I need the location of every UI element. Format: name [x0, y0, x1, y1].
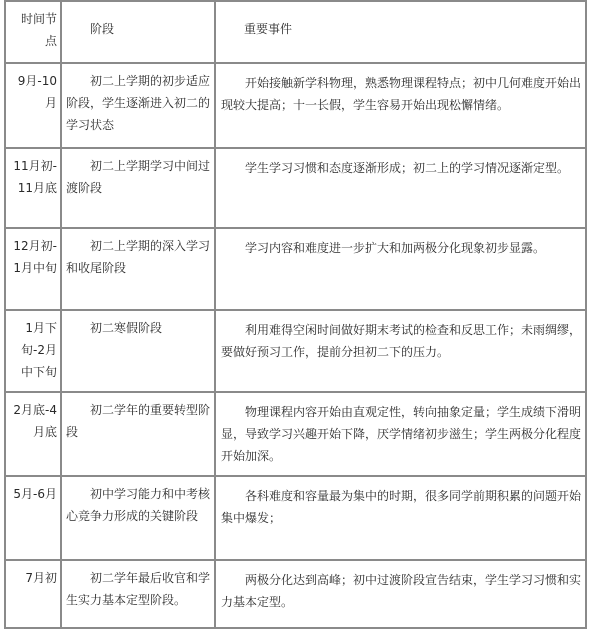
event-cell: 各科难度和容量最为集中的时期，很多同学前期积累的问题开始集中爆发；	[215, 476, 586, 560]
stage-cell: 初二学年最后收官和学生实力基本定型阶段。	[61, 560, 215, 628]
event-cell: 利用难得空闲时间做好期末考试的检查和反思工作；未雨绸缪，要做好预习工作，提前分担初二下的压力。	[215, 310, 586, 392]
table-row	[5, 228, 586, 310]
table-row	[5, 392, 586, 476]
table-row	[5, 476, 586, 560]
header-row	[5, 1, 586, 63]
time-cell: 9月-10月	[5, 63, 61, 148]
stage-cell: 初二上学期学习中间过渡阶段	[61, 148, 215, 228]
header-stage: 阶段	[61, 1, 215, 63]
time-cell: 11月初-11月底	[5, 148, 61, 228]
event-cell: 物理课程内容开始由直观定性，转向抽象定量；学生成绩下滑明显，导致学习兴趣开始下降，厌学情绪初步滋生；学生两极分化程度开始加深。	[215, 392, 586, 476]
event-cell: 学生学习习惯和态度逐渐形成；初二上的学习情况逐渐定型。	[215, 148, 586, 228]
event-cell: 两极分化达到高峰；初中过渡阶段宣告结束，学生学习习惯和实力基本定型。	[215, 560, 586, 628]
stage-cell: 初二上学期的初步适应阶段，学生逐渐进入初二的学习状态	[61, 63, 215, 148]
time-cell: 2月底-4月底	[5, 392, 61, 476]
stage-cell: 初二寒假阶段	[61, 310, 215, 392]
schedule-table-container	[4, 0, 585, 629]
table-row	[5, 560, 586, 628]
event-cell: 学习内容和难度进一步扩大和加两极分化现象初步显露。	[215, 228, 586, 310]
stage-cell: 初二上学期的深入学习和收尾阶段	[61, 228, 215, 310]
table-row	[5, 310, 586, 392]
time-cell: 5月-6月	[5, 476, 61, 560]
table-row	[5, 148, 586, 228]
event-cell: 开始接触新学科物理，熟悉物理课程特点；初中几何难度开始出现较大提高；十一长假，学生容易开始出现松懈情绪。	[215, 63, 586, 148]
stage-cell: 初二学年的重要转型阶段	[61, 392, 215, 476]
schedule-table	[4, 0, 587, 629]
time-cell: 7月初	[5, 560, 61, 628]
time-cell: 12月初-1月中旬	[5, 228, 61, 310]
header-time: 时间节点	[5, 1, 61, 63]
time-cell: 1月下旬-2月中下旬	[5, 310, 61, 392]
stage-cell: 初中学习能力和中考核心竞争力形成的关键阶段	[61, 476, 215, 560]
header-event: 重要事件	[215, 1, 586, 63]
table-row	[5, 63, 586, 148]
